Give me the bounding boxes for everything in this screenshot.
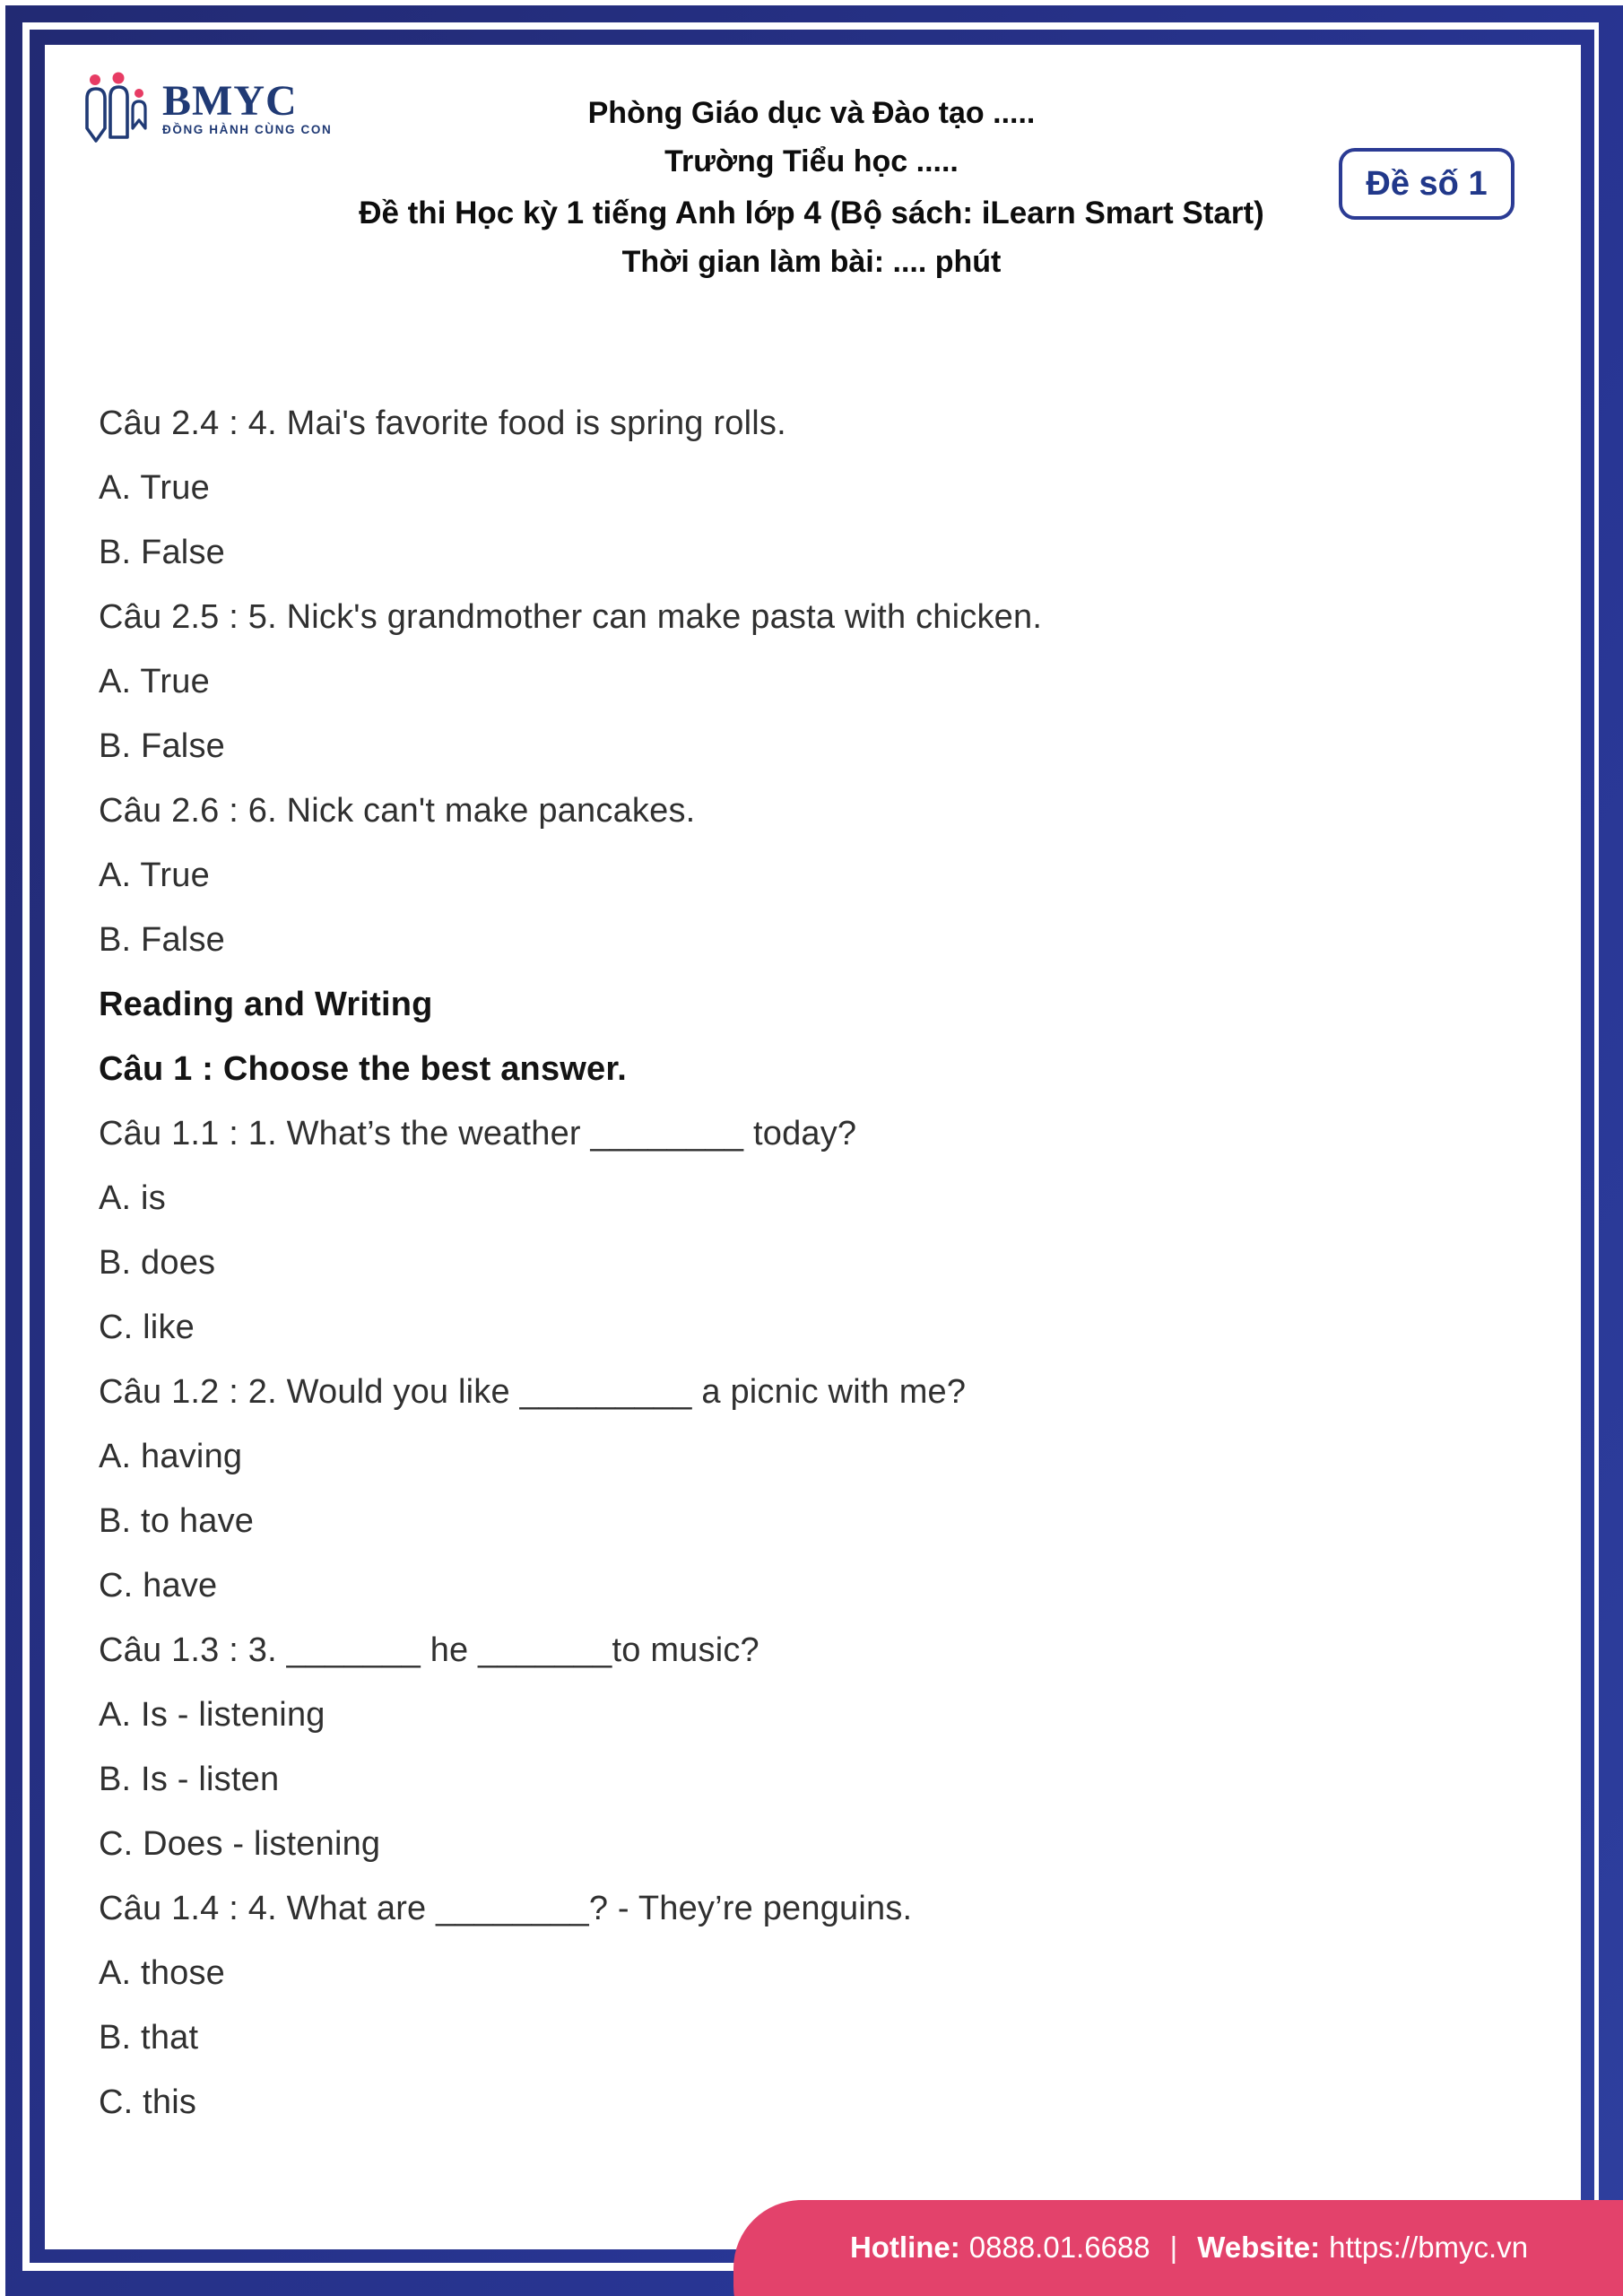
header-department-line: Phòng Giáo dục và Đào tạo ..... — [587, 96, 1036, 130]
brand-name: BMYC — [162, 77, 298, 125]
exam-line: B. False — [99, 727, 225, 765]
exam-line: A. True — [99, 663, 210, 700]
exam-line: B. that — [99, 2019, 199, 2057]
website-value: https://bmyc.vn — [1329, 2231, 1529, 2264]
hotline-value: 0888.01.6688 — [968, 2231, 1150, 2264]
exam-line: A. those — [99, 1954, 226, 1992]
exam-line: Câu 2.4 : 4. Mai's favorite food is spring rolls. — [99, 404, 786, 442]
exam-section-heading: Câu 1 : Choose the best answer. — [99, 1050, 628, 1088]
exam-line: C. this — [99, 2083, 197, 2121]
exam-line: B. False — [99, 921, 225, 959]
exam-line: A. True — [99, 857, 210, 894]
footer-contact-text — [850, 2228, 1528, 2267]
exam-line: B. does — [99, 1244, 216, 1282]
exam-header — [224, 89, 1399, 286]
header-school-line: Trường Tiểu học ..... — [664, 144, 959, 178]
exam-line: Câu 2.5 : 5. Nick's grandmother can make pasta with chicken. — [99, 598, 1043, 636]
exam-line: B. to have — [99, 1502, 255, 1540]
hotline-label: Hotline: — [849, 2231, 960, 2264]
header-duration-line: Thời gian làm bài: .... phút — [621, 245, 1002, 279]
bmyc-logo-icon — [82, 72, 154, 150]
exam-line: C. like — [99, 1309, 195, 1346]
exam-line: Câu 1.2 : 2. Would you like _________ a picnic with me? — [99, 1373, 967, 1411]
exam-line: A. Is - listening — [99, 1696, 325, 1734]
exam-line: A. having — [99, 1438, 243, 1475]
footer-contact-bar — [733, 2200, 1623, 2296]
exam-line: Câu 1.4 : 4. What are ________? - They’re penguins. — [99, 1890, 913, 1927]
exam-line: Câu 1.1 : 1. What’s the weather ________ today? — [99, 1115, 857, 1152]
exam-line: Câu 1.3 : 3. _______ he _______to music? — [99, 1631, 759, 1669]
header-exam-title: Đề thi Học kỳ 1 tiếng Anh lớp 4 (Bộ sách: iLearn Smart Start) — [359, 196, 1264, 230]
exam-line: C. have — [99, 1567, 218, 1605]
exam-section-heading: Reading and Writing — [99, 986, 433, 1023]
exam-number-badge: Đề số 1 — [1339, 148, 1515, 220]
exam-line: A. True — [99, 469, 210, 507]
exam-line: B. False — [99, 534, 225, 571]
exam-line: C. Does - listening — [99, 1825, 381, 1863]
footer-separator: | — [1169, 2231, 1178, 2264]
brand-tagline: ĐỒNG HÀNH CÙNG CON — [162, 123, 333, 136]
exam-line: A. is — [99, 1179, 166, 1217]
exam-line: Câu 2.6 : 6. Nick can't make pancakes. — [99, 792, 696, 830]
exam-line: B. Is - listen — [99, 1761, 280, 1798]
question-list — [99, 391, 1569, 2135]
website-label: Website: — [1197, 2231, 1321, 2264]
